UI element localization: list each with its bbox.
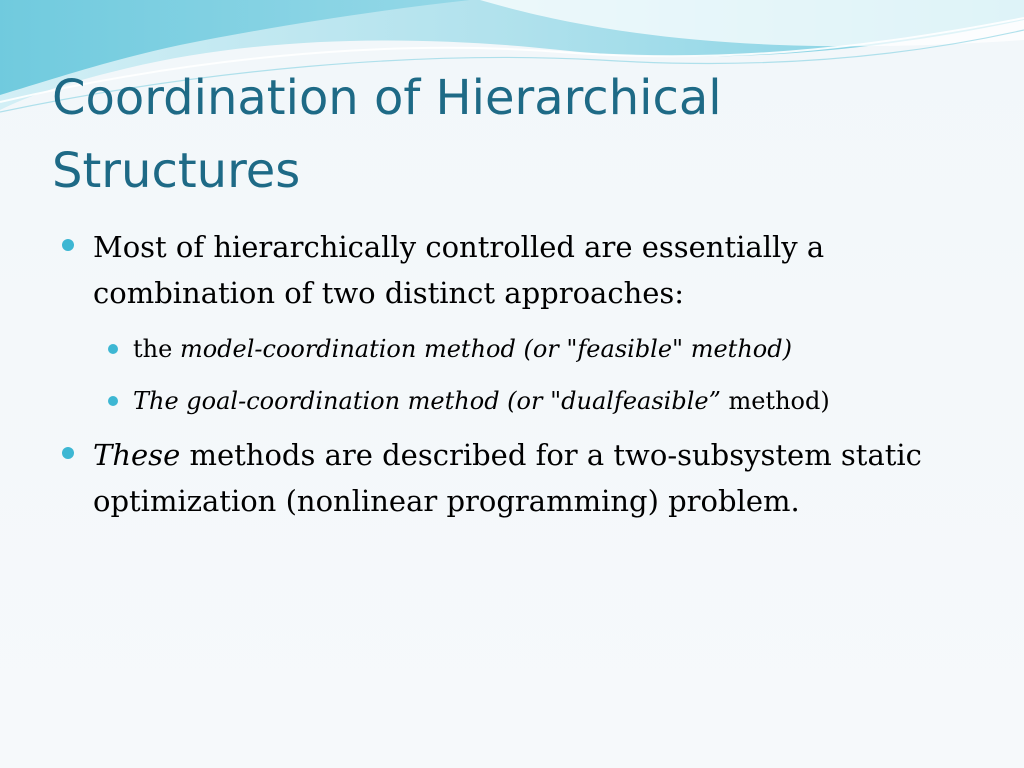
sub-bullet-italic: The goal-coordination method (or "dualfeasible” <box>133 387 721 415</box>
bullet-item <box>60 432 960 524</box>
bullet-item <box>60 224 960 316</box>
sub-bullet-italic: model-coordination method (or "feasible" method) <box>179 335 792 363</box>
bullet-dot-icon <box>62 239 74 251</box>
bullet-text: Most of hierarchically controlled are essentially a combination of two distinct approaches: <box>93 230 825 310</box>
bullet-dot-icon <box>108 396 118 406</box>
sub-bullet-list <box>60 328 960 422</box>
bullet-text: methods are described for a two-subsystem static optimization (nonlinear programming) problem. <box>93 438 922 518</box>
sub-bullet-tail: method) <box>720 387 830 415</box>
sub-bullet-item <box>60 328 960 370</box>
bullet-list <box>60 224 960 536</box>
bullet-italic-lead: These <box>93 438 181 472</box>
sub-bullet-item <box>60 380 960 422</box>
bullet-dot-icon <box>108 344 118 354</box>
slide-title: Coordination of Hierarchical Structures <box>52 70 722 199</box>
bullet-dot-icon <box>62 447 74 459</box>
sub-bullet-lead: the <box>133 335 180 363</box>
